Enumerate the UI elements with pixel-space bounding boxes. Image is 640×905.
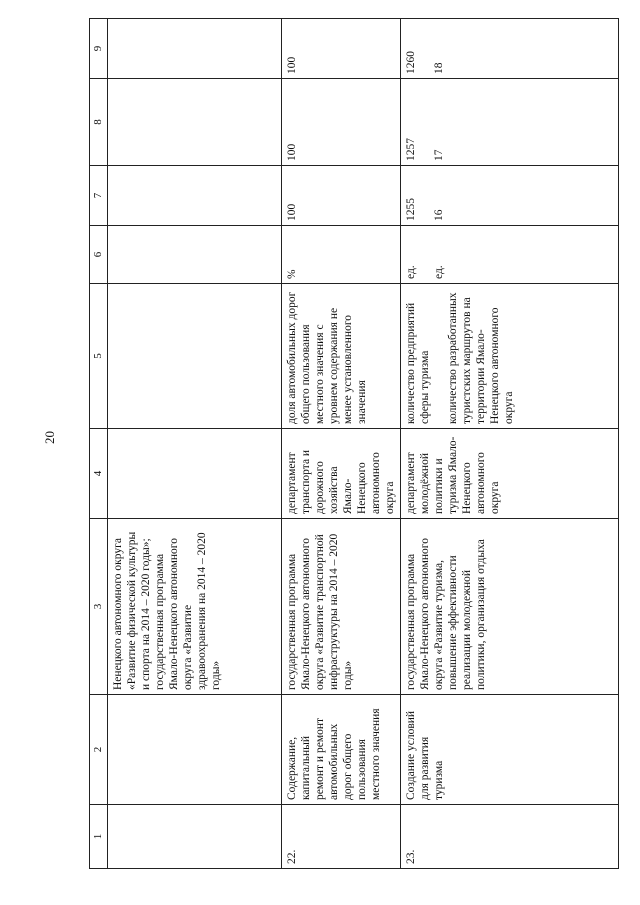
continuation-row (108, 19, 282, 869)
rotated-table-container (89, 19, 619, 869)
unit-text: ед. (405, 265, 417, 279)
header-col-4: 4 (90, 429, 108, 519)
row-indicator: доля автомобильных дорог общего пользования местного значения с уровнем содержания не менее установленного значения (282, 284, 401, 429)
header-col-7: 7 (90, 166, 108, 226)
header-col-9: 9 (90, 19, 108, 79)
value-text: 1260 (405, 51, 417, 74)
row-name: Содержание, капитальный ремонт и ремонт автомобильных дорог общего пользования местного значения (282, 695, 401, 805)
indicator-table (89, 18, 619, 869)
value-text: 17 (433, 149, 445, 161)
cont-cell-v7 (108, 166, 282, 226)
indicator-text: количество предприятий сферы туризма (405, 302, 431, 424)
cont-cell-program: Ненецкого автономного округа «Развитие физической культуры и спорта на 2014 – 2020 годы»; государственная программа Ямало-Ненецкого автономного округа «Развитие здравоохранения на 2014 – 2020 годы» (108, 519, 282, 695)
row-values-8 (401, 79, 619, 166)
row-value-9: 100 (282, 19, 401, 79)
header-col-6: 6 (90, 226, 108, 284)
cont-cell-indicator (108, 284, 282, 429)
header-col-2: 2 (90, 695, 108, 805)
row-executor: департамент молодёжной политики и туризма Ямало-Ненецкого автономного округа (401, 429, 619, 519)
cont-cell-v9 (108, 19, 282, 79)
cont-cell-unit (108, 226, 282, 284)
cont-cell-executor (108, 429, 282, 519)
row-units (401, 226, 619, 284)
table-row (282, 19, 401, 869)
unit-text: ед. (433, 265, 445, 279)
cont-cell-name (108, 695, 282, 805)
value-text: 18 (433, 62, 445, 74)
row-number: 22. (282, 805, 401, 869)
header-col-3: 3 (90, 519, 108, 695)
row-executor: департамент транспорта и дорожного хозяйства Ямало-Ненецкого автономного округа (282, 429, 401, 519)
header-col-1: 1 (90, 805, 108, 869)
row-value-7: 100 (282, 166, 401, 226)
row-indicators (401, 284, 619, 429)
cont-cell-v8 (108, 79, 282, 166)
value-text: 1257 (405, 138, 417, 161)
indicator-text: количество разработанных туристских маршрутов на территории Ямало-Ненецкого автономного округа (447, 292, 515, 424)
header-row (90, 19, 108, 869)
row-program: государственная программа Ямало-Ненецкого автономного округа «Развитие транспортной инфраструктуры на 2014 – 2020 годы» (282, 519, 401, 695)
value-text: 16 (433, 209, 445, 221)
row-number: 23. (401, 805, 619, 869)
cont-cell-num (108, 805, 282, 869)
row-value-8: 100 (282, 79, 401, 166)
header-col-8: 8 (90, 79, 108, 166)
page-number: 20 (42, 431, 57, 444)
header-col-5: 5 (90, 284, 108, 429)
table-row (401, 19, 619, 869)
row-name: Создание условий для развития туризма (401, 695, 619, 805)
value-text: 1255 (405, 198, 417, 221)
row-values-9 (401, 19, 619, 79)
row-unit: % (282, 226, 401, 284)
row-values-7 (401, 166, 619, 226)
row-program: государственная программа Ямало-Ненецкого автономного округа «Развитие туризма, повышение эффективности реализации молодежной политики, организация отдыха (401, 519, 619, 695)
